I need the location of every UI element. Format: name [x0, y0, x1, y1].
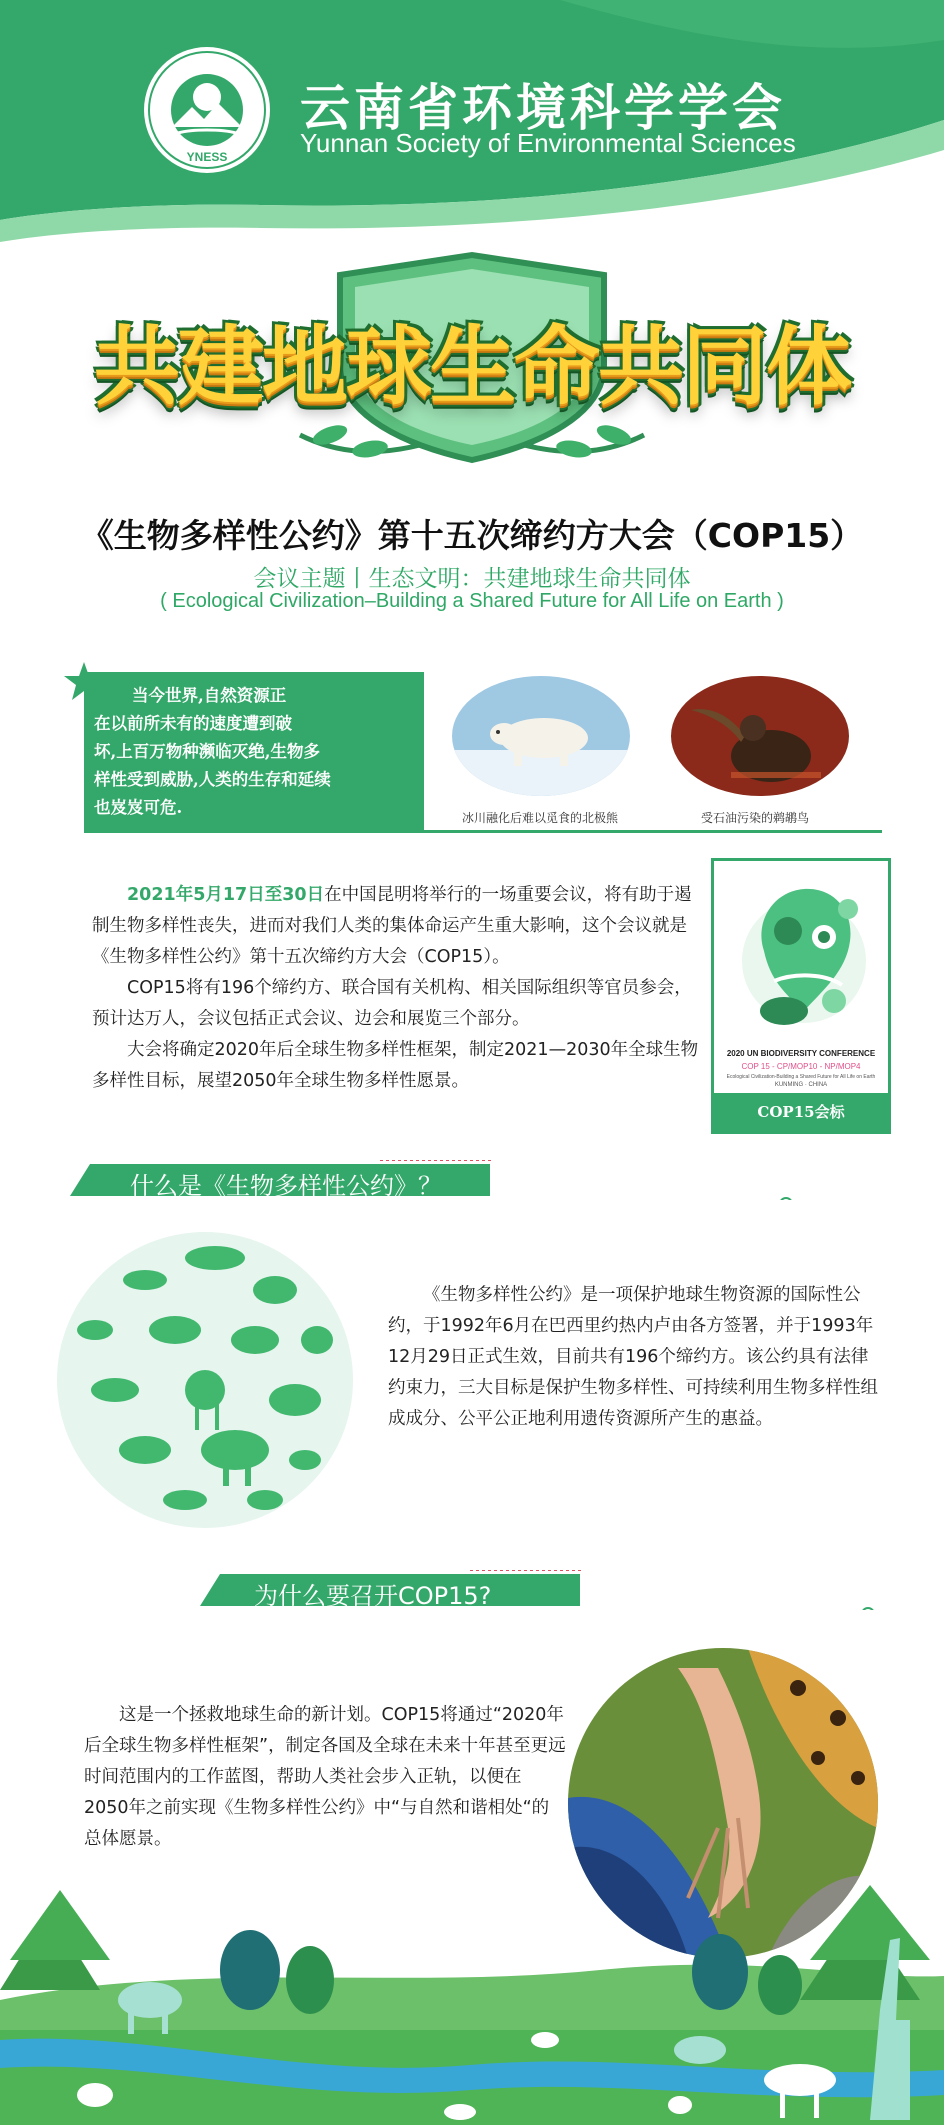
intro-line: 在以前所未有的速度遭到破	[94, 714, 292, 733]
org-name-en: Yunnan Society of Environmental Sciences	[300, 128, 796, 158]
intro-divider	[84, 830, 882, 833]
conference-theme: 会议主题丨生态文明：共建地球生命共同体	[253, 566, 691, 592]
section-2-header	[190, 1570, 880, 1610]
section-2-paragraph: 这是一个拯救地球生命的新计划。COP15将通过“2020年后全球生物多样性框架”，制定各国及全球在未来十年甚至更远时间范围内的工作蓝图，帮助人类社会步入正轨，以便在2050年之前实现《生物多样性公约》中“与自然和谐相处“的总体愿景。	[84, 1705, 566, 1849]
pelican-photo	[671, 676, 849, 796]
mountain-sun-logo-icon	[142, 45, 272, 175]
cop15-emblem-icon	[714, 861, 888, 1051]
cop15-emblem	[711, 858, 891, 1134]
society-logo	[142, 45, 272, 175]
overview-paragraph-1: 2021年5月17日至30日在中国昆明将举行的一场重要会议，将有助于遏制生物多样性丧失，进而对我们人类的集体命运产生重大影响，这个会议就是《生物多样性公约》第十五次缔约方大会（COP15）。	[92, 885, 692, 967]
conference-date: 2021年5月17日至30日	[127, 885, 325, 905]
footer-landscape	[0, 1880, 944, 2125]
logo-abbr: YNESS	[186, 150, 228, 164]
org-name-cn: 云南省环境科学学会	[300, 79, 786, 137]
intro-box	[84, 672, 424, 832]
slogan-area	[40, 245, 904, 475]
emblem-line-3: Ecological Civilization-Building a Shared Future for All Life on Earth	[726, 1074, 876, 1080]
emblem-line-2: COP 15 - CP/MOP10 - NP/MOP4	[741, 1062, 861, 1071]
animal-silhouette-globe	[55, 1230, 355, 1530]
section-1-title: 什么是《生物多样性公约》？	[130, 1172, 442, 1200]
conference-title: 《生物多样性公约》第十五次缔约方大会（COP15）	[80, 516, 864, 555]
emblem-line-4: KUNMING · CHINA	[774, 1082, 828, 1088]
slogan-title: 共建地球生命共同体	[94, 317, 850, 417]
intro-line: 当今世界,自然资源正	[132, 686, 287, 705]
section-1-paragraph: 《生物多样性公约》是一项保护地球生物资源的国际性公约，于1992年6月在巴西里约热内卢由各方签署，并于1993年12月29日正式生效，目前共有196个缔约方。该公约具有法律约束力，三大目标是保护生物多样性、可持续利用生物多样性组成成分、公平公正地利用遗传资源所产生的惠益。	[388, 1285, 878, 1429]
section-1-text	[388, 1280, 878, 1435]
forest-landscape-icon	[0, 1880, 944, 2125]
emblem-caption: COP15会标	[714, 1093, 888, 1131]
overview-text	[92, 880, 704, 1097]
section-1-header	[60, 1160, 800, 1200]
polar-bear-caption: 冰川融化后难以觅食的北极熊	[462, 811, 619, 825]
conference-theme-en: ( Ecological Civilization–Building a Shared Future for All Life on Earth )	[160, 590, 784, 612]
overview-paragraph-2: COP15将有196个缔约方、联合国有关机构、相关国际组织等官员参会，预计达万人，会议包括正式会议、边会和展览三个部分。	[92, 978, 692, 1029]
intro-line: 也岌岌可危.	[94, 798, 183, 817]
intro-line: 坏,上百万物种濒临灭绝,生物多	[94, 742, 320, 761]
pelican-caption: 受石油污染的鹈鹕鸟	[701, 811, 810, 825]
section-2-title: 为什么要召开COP15?	[254, 1582, 492, 1610]
emblem-line-1: 2020 UN BIODIVERSITY CONFERENCE	[726, 1049, 876, 1058]
intro-text	[94, 682, 414, 822]
overview-paragraph-3: 大会将确定2020年后全球生物多样性框架，制定2021—2030年全球生物多样性目标，展望2050年全球生物多样性愿景。	[92, 1040, 699, 1091]
section-2-text	[84, 1700, 566, 1855]
polar-bear-photo	[452, 676, 630, 796]
header-banner	[0, 0, 944, 250]
animals-icon	[55, 1230, 355, 1530]
intro-line: 样性受到威胁,人类的生存和延续	[94, 770, 331, 789]
